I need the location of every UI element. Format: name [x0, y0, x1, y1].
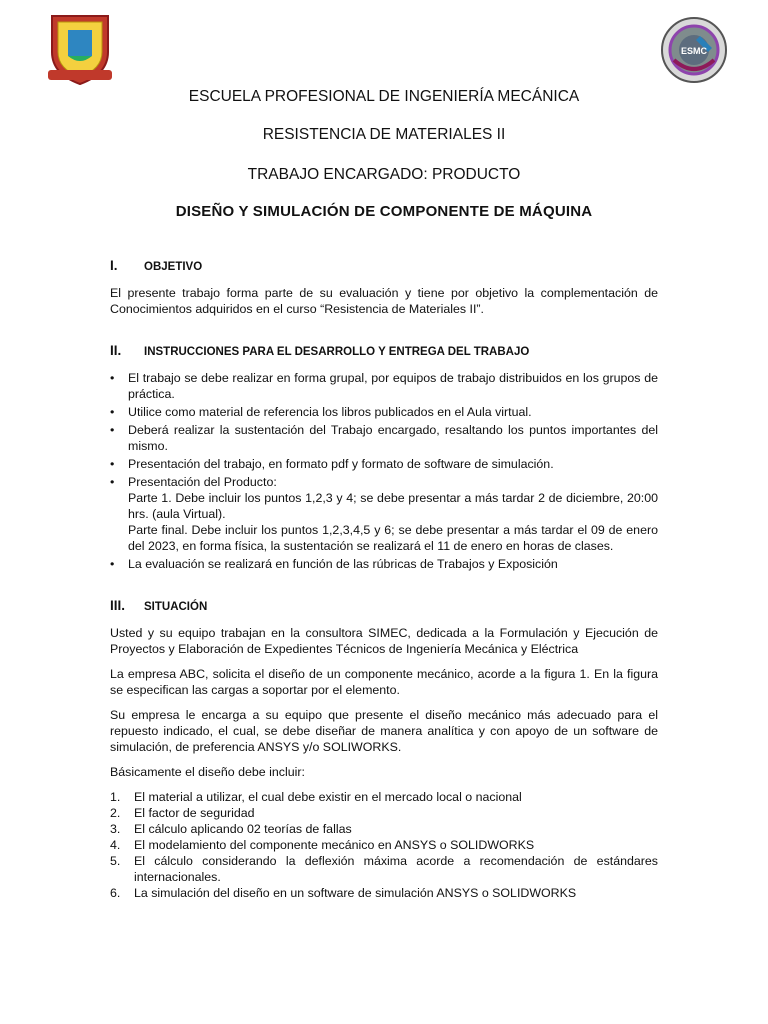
document-title: DISEÑO Y SIMULACIÓN DE COMPONENTE DE MÁQUINA: [175, 203, 593, 220]
list-item: • Presentación del trabajo, en formato pdf y formato de software de simulación.: [110, 456, 658, 472]
list-item: • Deberá realizar la sustentación del Trabajo encargado, resaltando los puntos importantes del mismo.: [110, 422, 658, 454]
school-heading: ESCUELA PROFESIONAL DE INGENIERÍA MECÁNICA: [188, 88, 580, 105]
course-heading: RESISTENCIA DE MATERIALES II: [262, 126, 506, 143]
section-number: I.: [110, 258, 118, 273]
section-title: INSTRUCCIONES PARA EL DESARROLLO Y ENTREGA DEL TRABAJO: [144, 346, 530, 358]
situation-paragraph: Usted y su equipo trabajan en la consultora SIMEC, dedicada a la Formulación y Ejecución de Proyectos y Elaboración de Expedientes Técnicos de Ingeniería Mecánica y Eléctrica: [110, 626, 658, 656]
product-part-final: Parte final. Debe incluir los puntos 1,2,3,4,5 y 6; se debe presentar a más tardar el 09 de enero del 2023, en forma física, la sustentación se realizará el 11 de enero en horas de clases.: [128, 523, 658, 553]
list-item: 4. El modelamiento del componente mecánico en ANSYS o SOLIDWORKS: [110, 838, 535, 852]
list-item: 6. La simulación del diseño en un software de simulación ANSYS o SOLIDWORKS: [110, 886, 577, 900]
design-intro: Básicamente el diseño debe incluir:: [110, 765, 305, 779]
assignment-heading: TRABAJO ENCARGADO: PRODUCTO: [247, 166, 521, 183]
section-number: II.: [110, 343, 122, 358]
section-title: SITUACIÓN: [144, 601, 208, 613]
product-part-1: Parte 1. Debe incluir los puntos 1,2,3 y 4; se debe presentar a más tardar 2 de diciembre, 20:00 hrs. (aula Virtual).: [128, 491, 658, 521]
product-label: • Presentación del Producto:: [128, 475, 277, 489]
list-item: 3. El cálculo aplicando 02 teorías de fallas: [110, 822, 352, 836]
university-crest-logo: [46, 12, 114, 86]
list-item: 5. El cálculo considerando la deflexión máxima acorde a recomendación de estándares internacionales.: [110, 854, 658, 884]
section-instrucciones-heading: [110, 343, 658, 360]
section-situacion-heading: [110, 598, 658, 615]
section-number: III.: [110, 598, 126, 613]
situation-paragraph: Su empresa le encarga a su equipo que presente el diseño mecánico más adecuado para el repuesto indicado, el cual, se debe diseñar de manera analítica y con apoyo de un software de simulación, de preferencia ANSYS y/o SOLIWORKS.: [110, 708, 658, 754]
list-item: 2. El factor de seguridad: [110, 806, 255, 820]
esmc-seal-logo: [660, 16, 728, 84]
list-item: • Utilice como material de referencia los libros publicados en el Aula virtual.: [110, 404, 658, 420]
objective-paragraph: El presente trabajo forma parte de su evaluación y tiene por objetivo la complementación de Conocimientos adquiridos en el curso “Resistencia de Materiales II”.: [110, 286, 658, 316]
list-item: • La evaluación se realizará en función de las rúbricas de Trabajos y Exposición: [110, 556, 658, 572]
situation-paragraph: La empresa ABC, solicita el diseño de un componente mecánico, acorde a la figura 1. En la figura se especifican las cargas a soportar por el elemento.: [110, 667, 658, 697]
document-body: [110, 258, 658, 901]
list-item: 1. El material a utilizar, el cual debe existir en el mercado local o nacional: [110, 790, 522, 804]
section-title: OBJETIVO: [144, 261, 203, 273]
section-objetivo-heading: [110, 258, 658, 275]
instructions-list: [110, 370, 658, 572]
svg-text:ESMC: ESMC: [680, 46, 708, 56]
list-item: [110, 474, 658, 554]
list-item: • El trabajo se debe realizar en forma grupal, por equipos de trabajo distribuidos en los grupos de práctica.: [110, 370, 658, 402]
design-requirements-list: [110, 789, 658, 901]
